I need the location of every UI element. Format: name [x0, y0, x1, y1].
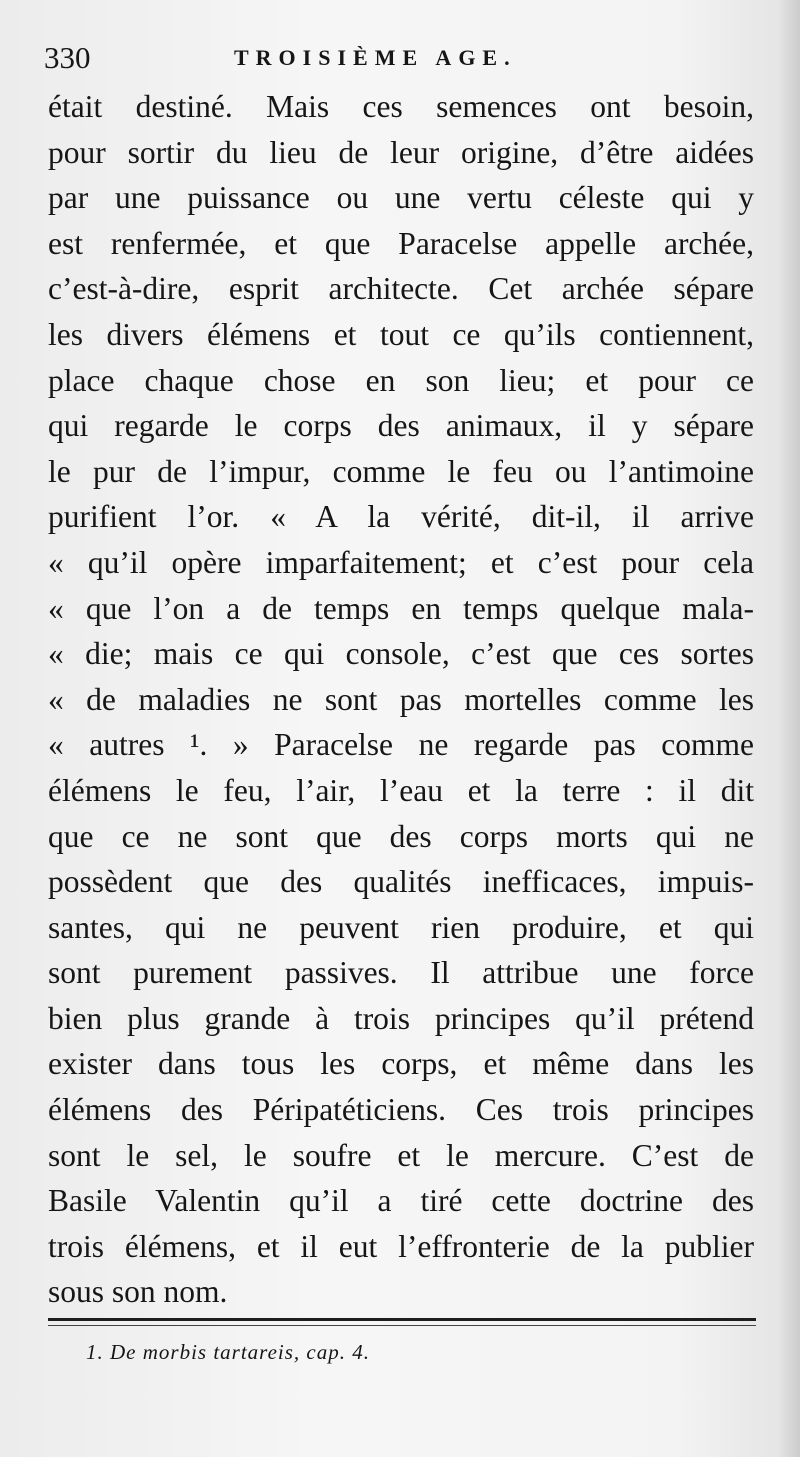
text-line: les divers élémens et tout ce qu’ils contiennent, [48, 316, 754, 352]
text-line: purifient l’or. « A la vérité, dit-il, il arrive [48, 499, 754, 535]
text-line: Basile Valentin qu’il a tiré cette doctrine des [48, 1183, 754, 1219]
text-line: que ce ne sont que des corps morts qui ne [48, 818, 754, 854]
quote-line: « qu’il opère imparfaitement; et c’est pour cela [48, 544, 754, 580]
quote-line: « die; mais ce qui console, c’est que ces sortes [48, 636, 754, 672]
quote-line: « de maladies ne sont pas mortelles comme les [48, 681, 754, 717]
text-line: c’est-à-dire, esprit architecte. Cet archée sépare [48, 271, 754, 307]
text-line: place chaque chose en son lieu; et pour ce [48, 362, 754, 398]
footnote-rule [48, 1318, 756, 1321]
footnote-rule-thin [48, 1325, 756, 1326]
quote-line: « autres ¹. » Paracelse ne regarde pas comme [48, 727, 754, 763]
text-line: le pur de l’impur, comme le feu ou l’antimoine [48, 453, 754, 489]
text-line: était destiné. Mais ces semences ont besoin, [48, 89, 754, 124]
text-line: élémens le feu, l’air, l’eau et la terre : il dit [48, 772, 754, 808]
text-line-last: sous son nom. [48, 1274, 228, 1310]
text-line: bien plus grande à trois principes qu’il prétend [48, 1000, 754, 1036]
text-line: exister dans tous les corps, et même dans les [48, 1046, 754, 1082]
quote-line: « que l’on a de temps en temps quelque mala- [48, 590, 754, 626]
text-line: pour sortir du lieu de leur origine, d’être aidées [48, 134, 754, 170]
footnote: 1. De morbis tartareis, cap. 4. [86, 1340, 370, 1364]
text-line: élémens des Péripatéticiens. Ces trois principes [48, 1092, 754, 1128]
running-head: TROISIÈME AGE. [234, 45, 517, 70]
text-line: santes, qui ne peuvent rien produire, et qui [48, 909, 754, 945]
page-number: 330 [44, 40, 91, 75]
text-line: sont purement passives. Il attribue une force [48, 955, 754, 991]
text-line: possèdent que des qualités inefficaces, impuis- [48, 864, 754, 900]
text-line: qui regarde le corps des animaux, il y sépare [48, 408, 754, 444]
text-line: sont le sel, le soufre et le mercure. C’est de [48, 1137, 754, 1173]
page-header [44, 38, 764, 78]
text-line: par une puissance ou une vertu céleste qui y [48, 180, 754, 216]
body-text [48, 84, 754, 1315]
text-line: trois élémens, et il eut l’effronterie de la publier [48, 1228, 754, 1264]
text-line: est renfermée, et que Paracelse appelle archée, [48, 225, 754, 261]
page-edge-shadow [778, 0, 800, 1457]
